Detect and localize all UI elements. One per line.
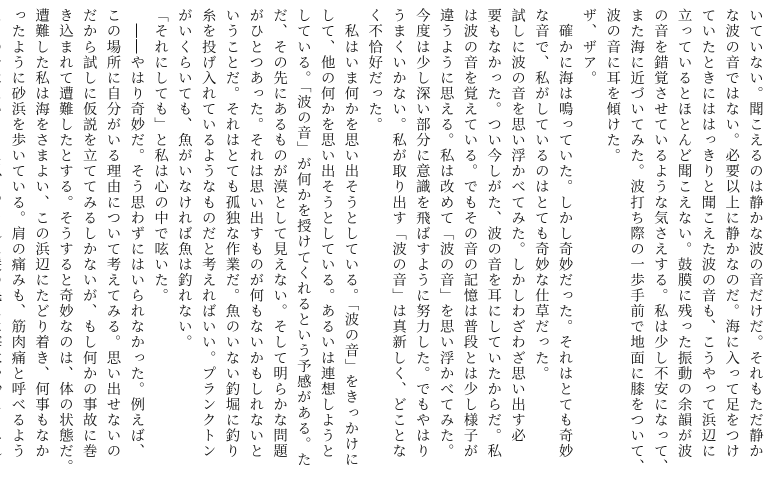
text-column: は波の音を覚えている。でもその音の記憶は普段とは少し様子が: [461, 8, 478, 459]
text-column: いていない。聞こえるのは静かな波の音だけだ。それもただ静か: [747, 8, 763, 459]
text-column: だ、その先にあるものが漠として見えない。そして明らかな問題: [271, 8, 288, 459]
text-column: 今度は少し深い部分に意識を飛ばすように努力した。でもやはり: [413, 8, 430, 459]
text-column: 「それにしても」と私は心の中で呟いた。: [152, 8, 169, 304]
text-column: の音を錯覚させているような気さえする。私は少し不安になって、: [651, 8, 668, 475]
text-column: [0, 8, 5, 482]
text-column: がいくらいても、魚がいなければ魚は釣れない。: [175, 8, 192, 351]
text-column: 違うように思える。私は改めて「波の音」を思い浮かべてみた。: [437, 8, 454, 459]
text-column: 要もなかった。つい今しがた、波の音を耳にしていたからだ。私: [485, 8, 502, 459]
text-column: また海に近づいてみた。波打ち際の一歩手前で地面に膝をついて、: [628, 8, 645, 475]
text-column: 立っているとほとんど聞こえない。鼓膜に残った振動の余韻が波: [675, 8, 692, 459]
text-column: している。「波の音」が何かを授けてくれるという予感がある。た: [294, 8, 311, 468]
text-column: ザ、ザア。: [580, 8, 597, 86]
text-column: いうことだ。それはとても孤独な作業だ。魚のいない釣堀に釣り: [223, 8, 240, 459]
text-column: 確かに海は鳴っていた。しかし奇妙だった。それはとても奇妙: [556, 8, 573, 459]
text-column: ていたときにははっきりと聞こえた波の音も、こうやって浜辺に: [699, 8, 716, 459]
text-column: ――やはり奇妙だ。そう思わずにはいられなかった。例えば、: [128, 8, 145, 459]
text-column: この場所に自分がいる理由について考えてみる。思い出せないの: [104, 8, 121, 459]
text-column: 私はいま何かを思い出そうとしている。「波の音」をきっかけに: [342, 8, 359, 468]
text-column: だから試しに仮説を立ててみるしかないが、もし何かの事故に巻: [80, 8, 97, 459]
text-column: うまくいかない。私が取り出す「波の音」は真新しく、どことな: [390, 8, 407, 459]
text-column: して、他の何かを思い出そうとしている。あるいは連想しようと: [318, 8, 335, 459]
text-column: 試しに波の音を思い浮かべてみた。しかしわざわざ思い出す必: [509, 8, 526, 444]
text-column: 波の音に耳を傾けた。: [604, 8, 621, 164]
text-column: ったように砂浜を歩いている。肩の痛みも、筋肉痛と呼べるよう: [9, 8, 26, 459]
text-column: く不恰好だった。: [366, 8, 383, 133]
text-column: な音で、私がしているのはとても奇妙な仕草だった。: [532, 8, 549, 382]
text-column: 遭難した私は海をさまよい、この浜辺にたどり着き、何事もなか: [33, 8, 50, 459]
text-column: 糸を投げ入れているようなものだと考えればいい。プランクトン: [199, 8, 216, 459]
text-column: がひとつあった。それは思い出すものが何もないかもしれないと: [247, 8, 264, 459]
text-column: き込まれて遭難したとする。そうすると奇妙なのは、体の状態だ。: [56, 8, 73, 475]
text-column: な波の音ではない。必要以上に静かなのだ。海に入って足をつけ: [723, 8, 740, 459]
vertical-text-body: [0, 8, 766, 482]
